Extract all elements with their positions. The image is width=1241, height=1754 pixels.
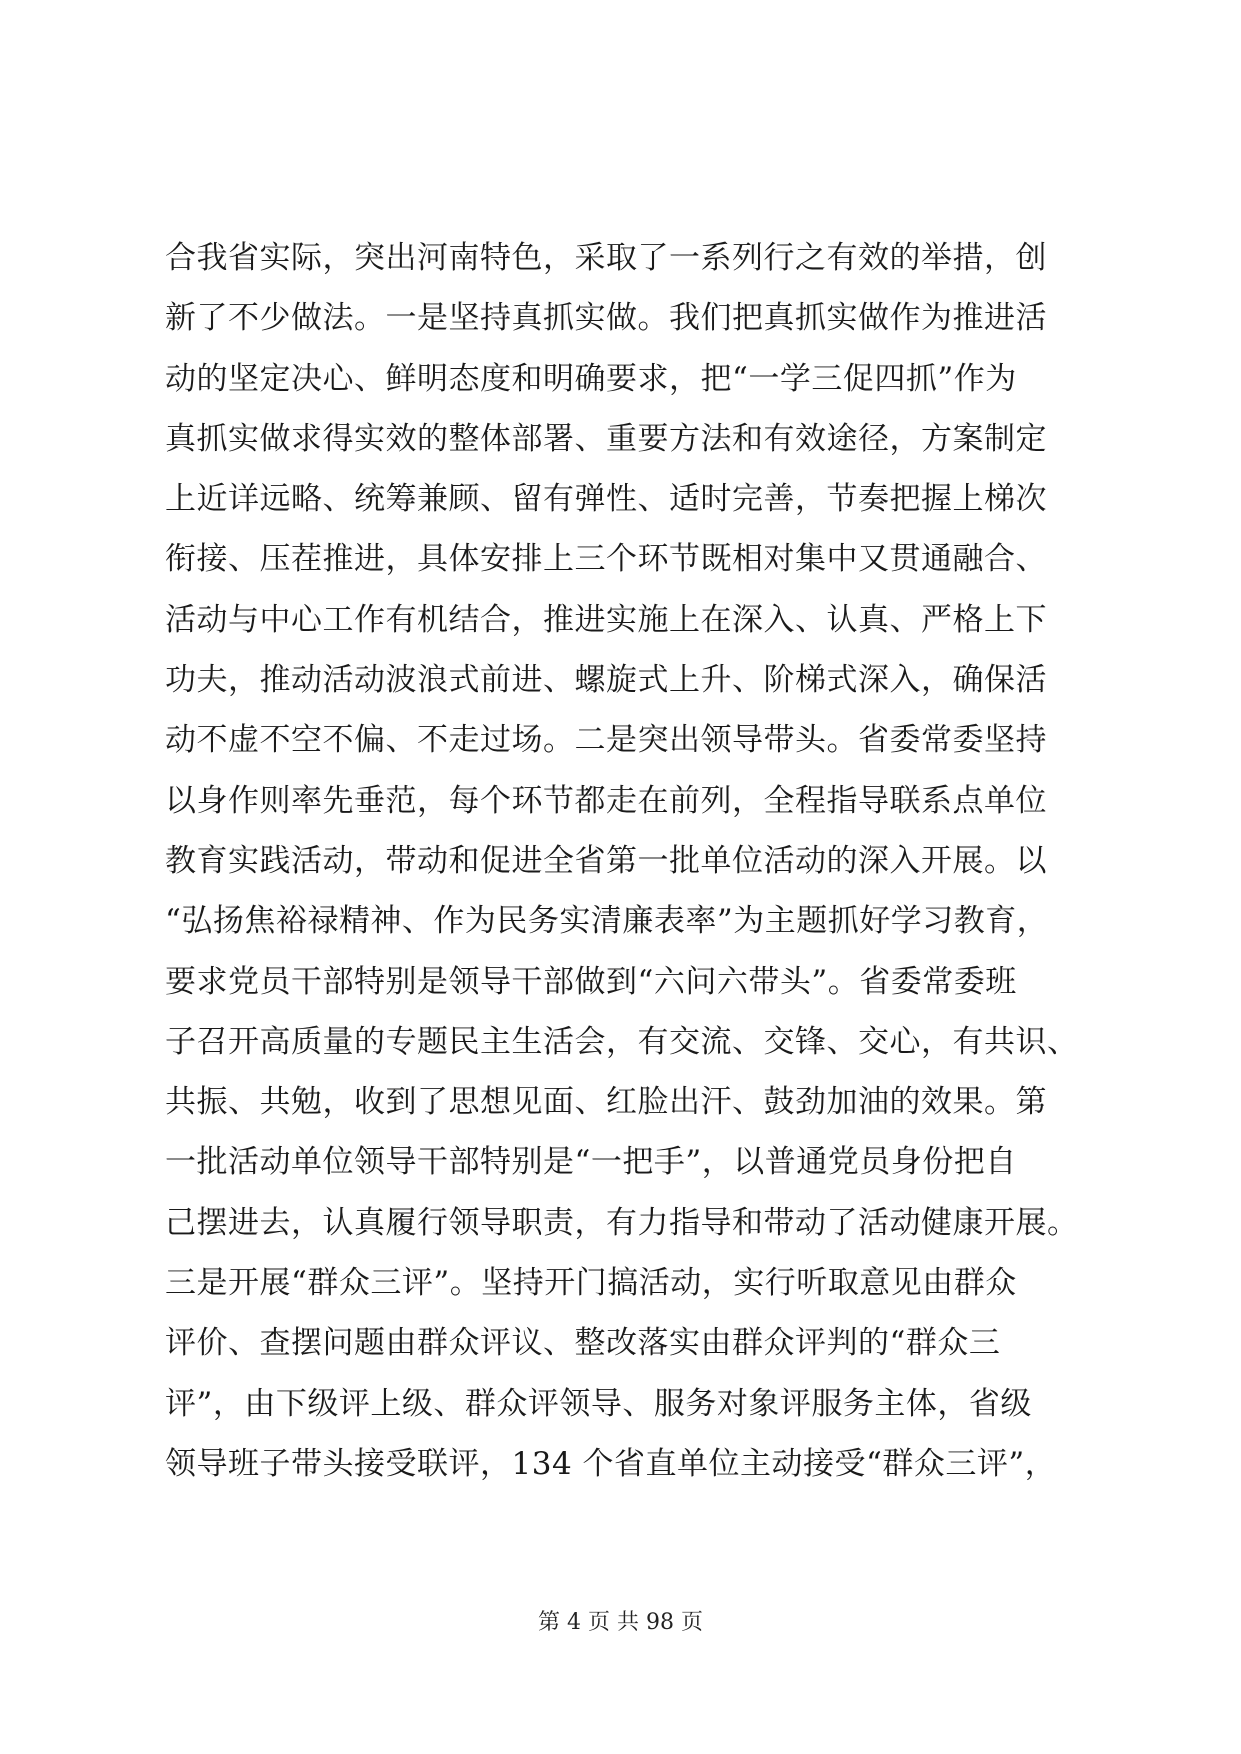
text-line: 合我省实际，突出河南特色，采取了一系列行之有效的举措，创: [165, 240, 1047, 276]
page-number-footer: 第 4 页 共 98 页: [538, 1610, 703, 1635]
text-line: 新了不少做法。一是坚持真抓实做。我们把真抓实做作为推进活: [165, 300, 1047, 337]
document-body: [165, 228, 1095, 1494]
text-line: 真抓实做求得实效的整体部署、重要方法和有效途径，方案制定: [165, 420, 1047, 457]
text-line: 动不虚不空不偏、不走过场。二是突出领导带头。省委常委坚持: [165, 722, 1047, 759]
text-line: 以身作则率先垂范，每个环节都走在前列，全程指导联系点单位: [165, 782, 1047, 819]
text-line: 评价、查摆问题由群众评议、整改落实由群众评判的“群众三: [165, 1325, 1001, 1362]
text-line: 动的坚定决心、鲜明态度和明确要求，把“一学三促四抓”作为: [165, 360, 1017, 397]
text-line: “弘扬焦裕禄精神、作为民务实清廉表率”为主题抓好学习教育，: [165, 903, 1049, 940]
text-line: 要求党员干部特别是领导干部做到“六问六带头”。省委常委班: [165, 963, 1017, 1000]
text-line: 教育实践活动，带动和促进全省第一批单位活动的深入开展。以: [165, 842, 1047, 879]
text-line: 活动与中心工作有机结合，推进实施上在深入、认真、严格上下: [165, 601, 1047, 638]
text-line: 三是开展“群众三评”。坚持开门搞活动，实行听取意见由群众: [165, 1265, 1017, 1302]
text-line: 一批活动单位领导干部特别是“一把手”，以普通党员身份把自: [165, 1144, 1017, 1181]
text-line: 评”，由下级评上级、群众评领导、服务对象评服务主体，省级: [165, 1385, 1032, 1422]
text-line: 功夫，推动活动波浪式前进、螺旋式上升、阶梯式深入，确保活: [165, 662, 1047, 699]
text-line: 共振、共勉，收到了思想见面、红脸出汗、鼓劲加油的效果。第: [165, 1084, 1047, 1121]
text-line: 己摆进去，认真履行领导职责，有力指导和带动了活动健康开展。: [165, 1204, 1079, 1241]
text-line: 领导班子带头接受联评，134 个省直单位主动接受“群众三评”，: [165, 1445, 1057, 1482]
text-line: 上近详远略、统筹兼顾、留有弹性、适时完善，节奏把握上梯次: [165, 481, 1047, 518]
text-line: 子召开高质量的专题民主生活会，有交流、交锋、交心，有共识、: [165, 1023, 1079, 1060]
text-line: 衔接、压茬推进，具体安排上三个环节既相对集中又贯通融合、: [165, 541, 1047, 578]
